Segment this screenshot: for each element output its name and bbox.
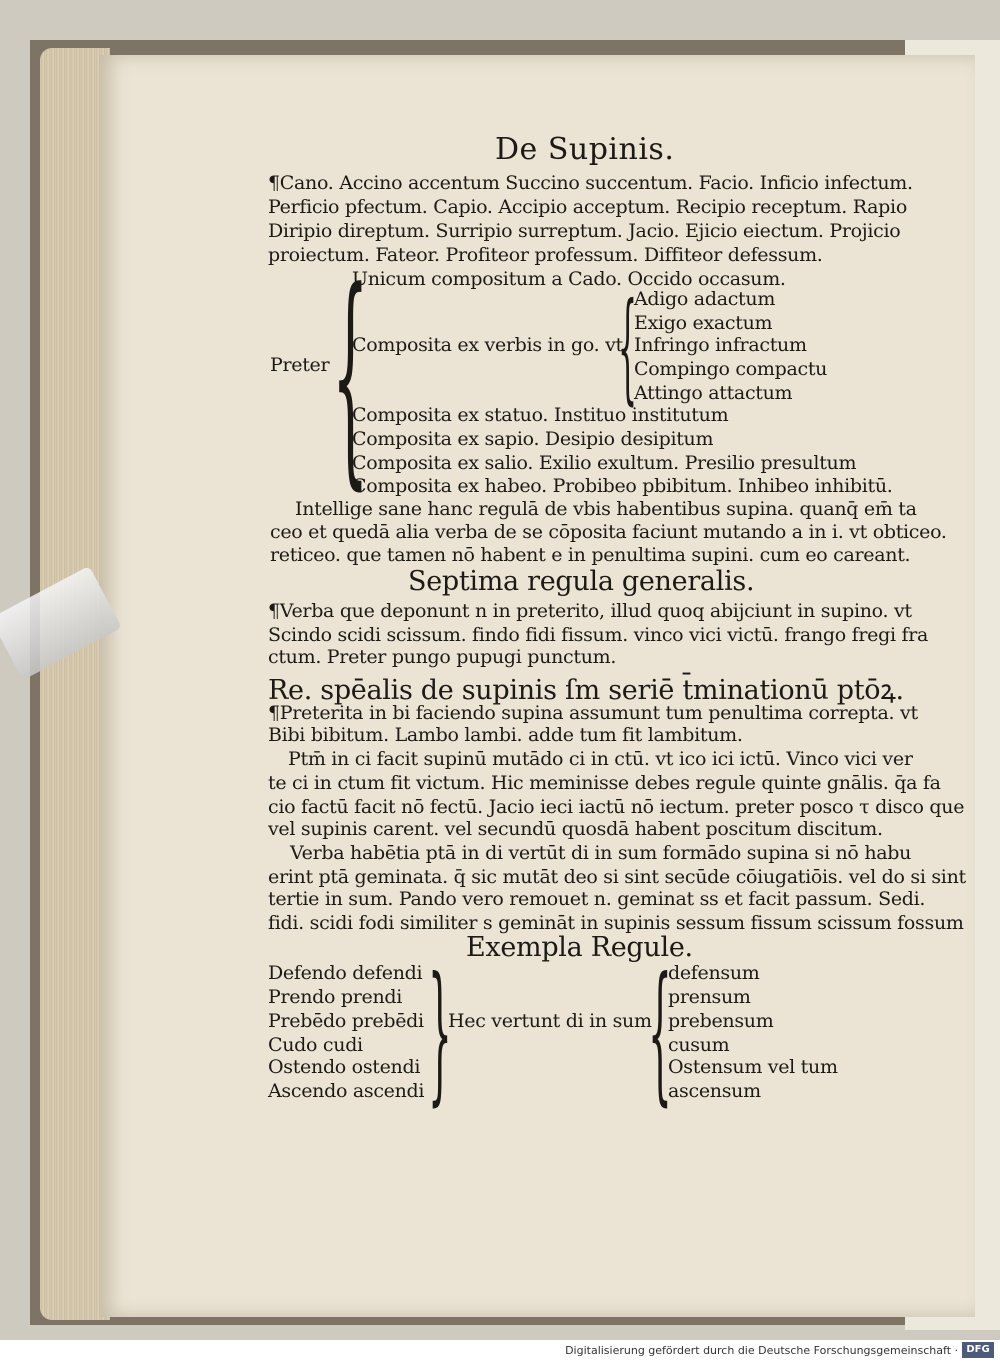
intro-line: proiectum. Fateor. Profiteor professum. Diffiteor defessum. — [268, 244, 823, 266]
example-verb: Cudo cudi — [268, 1034, 363, 1056]
go-example: Infringo infractum — [634, 334, 807, 356]
intro-line: ¶Cano. Accino accentum Succino succentum. Facio. Inficio infectum. — [268, 172, 913, 194]
body-line: tertie in sum. Pando vero remouet n. geminat ss et facit passum. Sedi. — [268, 888, 926, 910]
page-heading: De Supinis. — [495, 132, 675, 167]
body-line: vel supinis carent. vel secundū quosdā habent poscitum discitum. — [268, 818, 883, 840]
dfg-logo: DFG — [962, 1342, 994, 1358]
body-line: ctum. Preter pungo pupugi punctum. — [268, 646, 617, 668]
preter-item: Composita ex verbis in go. vt — [352, 334, 623, 356]
preter-item: Composita ex sapio. Desipio desipitum — [352, 428, 714, 450]
example-supine: defensum — [668, 962, 760, 984]
preter-label: Preter — [270, 354, 330, 376]
example-supine: prensum — [668, 986, 751, 1008]
body-line: fidi. scidi fodi similiter s gemināt in supinis sessum fissum scissum fossum — [268, 912, 964, 934]
section-heading: Re. spēalis de supinis ſm seriē t̄minationū ptōꝝ. — [268, 675, 904, 706]
footer-credit: Digitalisierung gefördert durch die Deutsche Forschungsgemeinschaft · — [565, 1344, 958, 1357]
body-line: te ci in ctum fit victum. Hic meminisse debes regule quinte gnālis. q̄a fa — [268, 772, 941, 794]
closing-brace-icon: } — [428, 946, 452, 1120]
body-line: cio factū facit nō fectū. Jacio ieci iactū nō iectum. preter posco τ disco que — [268, 796, 965, 818]
intro-line: Diripio direptum. Surripio surreptum. Jacio. Ejicio eiectum. Projicio — [268, 220, 901, 242]
example-supine: cusum — [668, 1034, 730, 1056]
body-line: ceo et quedā alia verba de se cōposita faciunt mutando a in i. vt obticeo. — [270, 521, 947, 543]
example-supine: prebensum — [668, 1010, 774, 1032]
body-line: Intellige sane hanc regulā de vbis habentibus supina. quanq̄ em̄ ta — [295, 498, 917, 520]
body-line: erint ptā geminata. q̄ sic mutāt deo si sint secūde cōiugatiōis. vel do si sint — [268, 866, 966, 888]
example-verb: Prebēdo prebēdi — [268, 1010, 424, 1032]
body-line: Scindo scidi scissum. findo fidi fissum. vinco vici victū. frango fregi fra — [268, 624, 929, 646]
preter-item: Unicum compositum a Cado. Occido occasum. — [352, 268, 786, 290]
preter-item: Composita ex salio. Exilio exultum. Presilio presultum — [352, 452, 857, 474]
body-line: Ptm̄ in ci facit supinū mutādo ci in ctū. vt ico ici ictū. Vinco vici ver — [288, 748, 913, 770]
example-verb: Ascendo ascendi — [268, 1080, 425, 1102]
footer-bar — [0, 1340, 1000, 1362]
body-line: ¶Verba que deponunt n in preterito, illud quoq abijciunt in supino. vt — [268, 600, 912, 622]
example-verb: Prendo prendi — [268, 986, 403, 1008]
body-line: ¶Preterita in bi faciendo supina assumunt tum penultima correpta. vt — [268, 702, 918, 724]
go-example: Adigo adactum — [634, 288, 776, 310]
example-verb: Ostendo ostendi — [268, 1056, 421, 1078]
section-heading: Septima regula generalis. — [408, 566, 755, 597]
body-line: reticeo. que tamen nō habent e in penultima supini. cum eo careant. — [270, 544, 911, 566]
section-heading: Exempla Regule. — [466, 932, 693, 963]
go-example: Compingo compactu — [634, 358, 828, 380]
brace-icon: { — [332, 243, 369, 510]
preter-item: Composita ex statuo. Instituo institutum — [352, 404, 729, 426]
example-supine: Ostensum vel tum — [668, 1056, 838, 1078]
body-line: Bibi bibitum. Lambo lambi. adde tum fit lambitum. — [268, 724, 743, 746]
brace-icon: { — [648, 946, 672, 1120]
brace-icon: { — [618, 278, 638, 417]
example-supine: ascensum — [668, 1080, 761, 1102]
intro-line: Perficio pfectum. Capio. Accipio acceptum. Recipio receptum. Rapio — [268, 196, 907, 218]
go-example: Exigo exactum — [634, 312, 773, 334]
preter-item: Composita ex habeo. Probibeo pbibitum. Inhibeo inhibitū. — [352, 475, 893, 497]
body-line: Verba habētia ptā in di vertūt di in sum formādo supina si nō habu — [290, 842, 912, 864]
example-rule: Hec vertunt di in sum — [448, 1010, 652, 1032]
example-verb: Defendo defendi — [268, 962, 423, 984]
go-example: Attingo attactum — [634, 382, 793, 404]
